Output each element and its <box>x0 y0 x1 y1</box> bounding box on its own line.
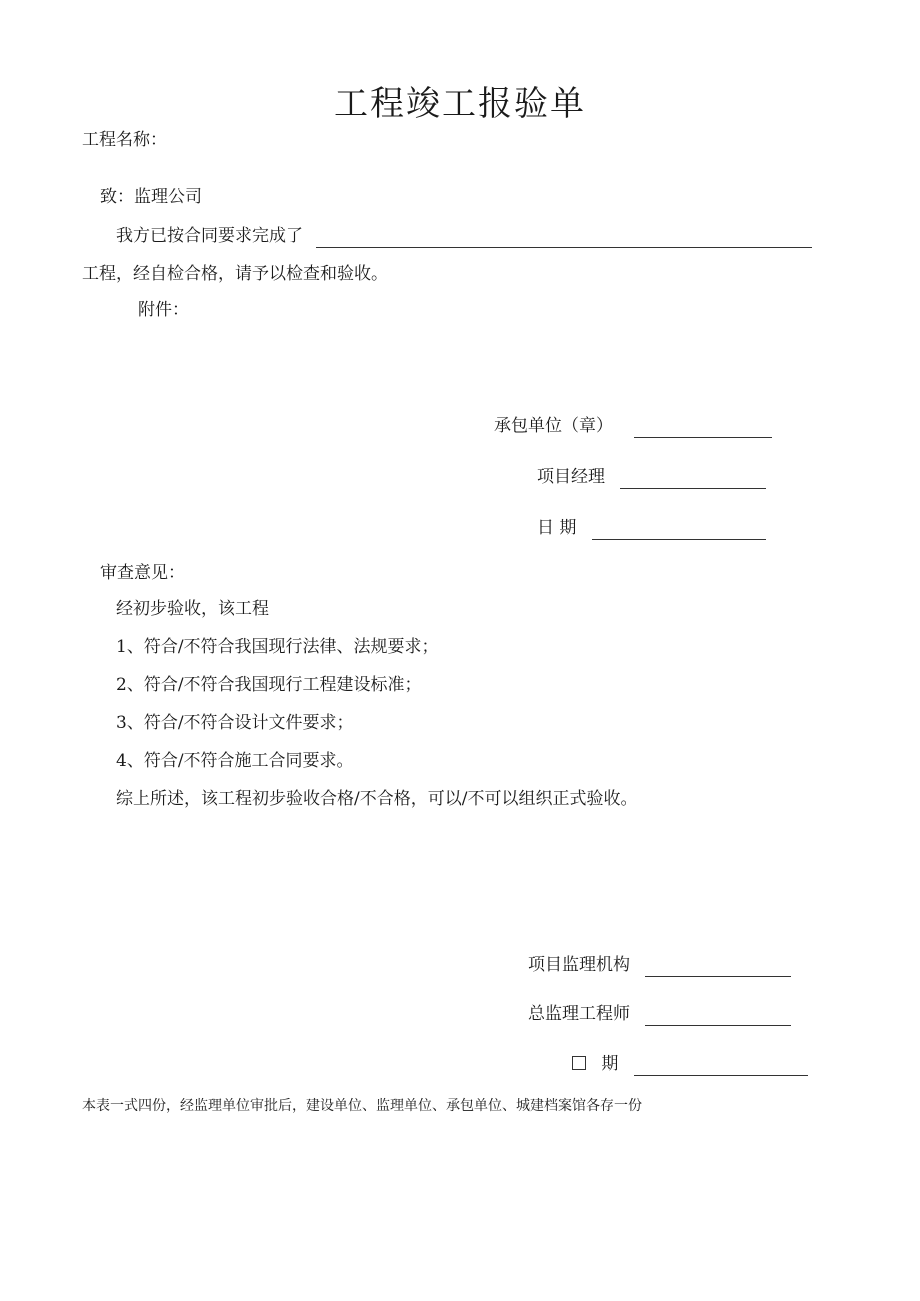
contractor-date-label: 日 期 <box>537 518 577 538</box>
chief-engineer-label: 总监理工程师 <box>528 1004 630 1024</box>
project-work-blank[interactable] <box>316 229 812 248</box>
review-item: 4、符合/不符合施工合同要求。 <box>116 751 354 771</box>
page-title: 工程竣工报验单 <box>334 84 586 124</box>
project-manager-label: 项目经理 <box>537 467 605 487</box>
footer-note: 本表一式四份，经监理单位审批后，建设单位、监理单位、承包单位、城建档案馆各存一份 <box>82 1098 642 1114</box>
contractor-unit-label: 承包单位（章） <box>494 416 613 436</box>
supervisor-date-blank[interactable] <box>634 1057 808 1076</box>
review-intro: 经初步验收，该工程 <box>116 599 269 619</box>
review-item: 1、符合/不符合我国现行法律、法规要求； <box>116 637 439 657</box>
project-manager-row <box>537 465 766 489</box>
attachment-label: 附件： <box>138 300 189 320</box>
to-line: 致：监理公司 <box>100 187 202 207</box>
checkbox-icon <box>572 1056 586 1070</box>
statement-line <box>116 224 812 248</box>
chief-engineer-row <box>528 1002 791 1026</box>
contractor-date-row <box>537 516 766 540</box>
project-name-label: 工程名称： <box>82 130 167 150</box>
contractor-unit-row <box>494 414 772 438</box>
supervisor-date-label: 期 <box>601 1054 619 1074</box>
statement-prefix: 我方已按合同要求完成了 <box>116 226 303 246</box>
review-conclusion: 综上所述，该工程初步验收合格/不合格，可以/不可以组织正式验收。 <box>116 789 638 809</box>
project-manager-blank[interactable] <box>620 470 766 489</box>
supervision-org-blank[interactable] <box>645 958 791 977</box>
supervision-org-row <box>528 953 791 977</box>
review-item: 3、符合/不符合设计文件要求； <box>116 713 354 733</box>
review-item: 2、符合/不符合我国现行工程建设标准； <box>116 675 422 695</box>
contractor-date-blank[interactable] <box>592 521 766 540</box>
review-heading: 审查意见： <box>100 563 185 583</box>
statement-suffix: 工程，经自检合格，请予以检查和验收。 <box>82 264 388 284</box>
supervisor-date-row <box>572 1052 808 1076</box>
chief-engineer-blank[interactable] <box>645 1007 791 1026</box>
contractor-unit-blank[interactable] <box>634 419 772 438</box>
supervision-org-label: 项目监理机构 <box>528 955 630 975</box>
